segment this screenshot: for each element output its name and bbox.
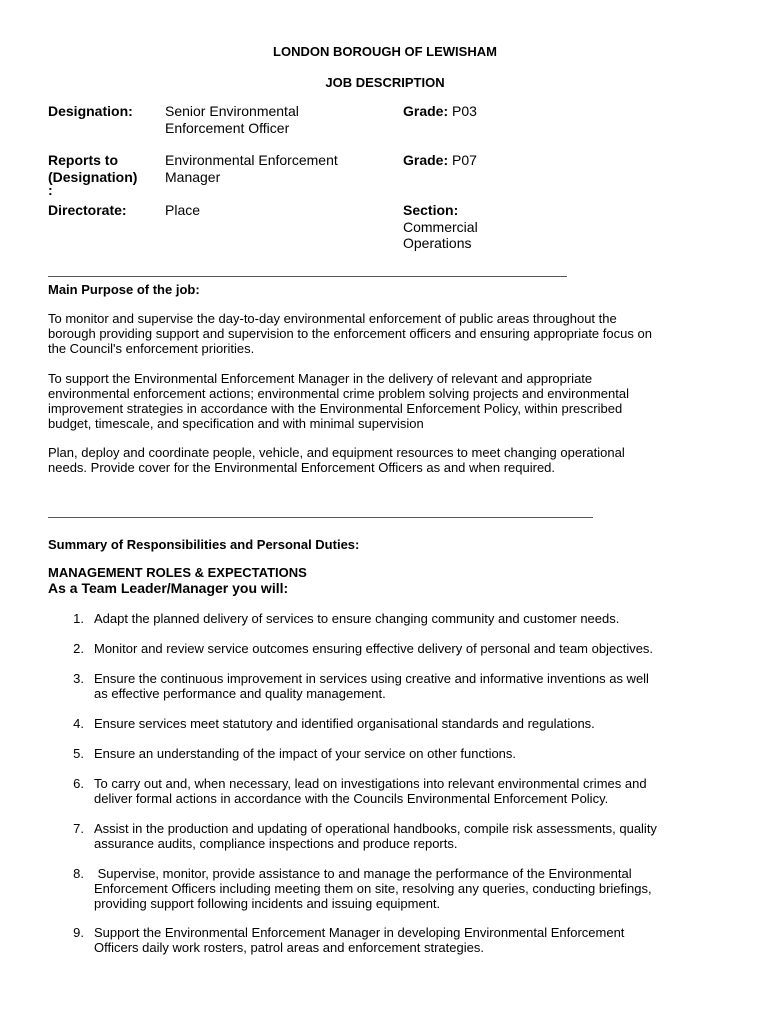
list-item-number: 9. [73, 925, 84, 940]
organisation-title: LONDON BOROUGH OF LEWISHAM [273, 44, 497, 59]
list-item-text: Monitor and review service outcomes ensuring effective delivery of personal and team objectives. [94, 641, 654, 656]
designation-label: Designation: [48, 103, 133, 119]
designation-value: Senior Environmental Enforcement Officer [165, 103, 299, 136]
list-item-number: 8. [73, 866, 84, 881]
list-item-number: 7. [73, 821, 84, 836]
section-field: Section: Commercial Operations [403, 202, 478, 251]
list-item-number: 4. [73, 716, 84, 731]
team-leader-heading: As a Team Leader/Manager you will: [48, 580, 289, 596]
divider-line [48, 276, 567, 277]
summary-heading: Summary of Responsibilities and Personal Duties: [48, 537, 360, 552]
list-item-text: Adapt the planned delivery of services to ensure changing community and customer needs. [94, 611, 620, 626]
purpose-paragraph-3: Plan, deploy and coordinate people, vehicle, and equipment resources to meet changing operational needs. Provide cover for the Environmental Enforcement Officers as and when required. [48, 445, 625, 475]
list-item-number: 2. [73, 641, 84, 656]
list-item-text: Ensure the continuous improvement in services using creative and informative inventions as well as effective performance and quality management. [94, 671, 649, 701]
grade-current: Grade: P03 [403, 103, 477, 119]
purpose-paragraph-2: To support the Environmental Enforcement Manager in the delivery of relevant and appropriate environmental enforcement actions; environmental crime problem solving projects and environmental improvement strategies in accordance with the Environmental Enforcement Policy, within prescribed budget, timescale, and specification and with minimal supervision [48, 371, 629, 431]
document-title: JOB DESCRIPTION [325, 75, 445, 90]
list-item-text: Supervise, monitor, provide assistance to and manage the performance of the Environmental Enforcement Officers including meeting them on site, resolving any queries, conducting briefings, providing support following incidents and issuing equipment. [94, 866, 652, 911]
list-item-text: To carry out and, when necessary, lead on investigations into relevant environmental crimes and deliver formal actions in accordance with the Councils Environmental Enforcement Policy. [94, 776, 647, 806]
list-item-number: 3. [73, 671, 84, 686]
list-item-text: Ensure an understanding of the impact of your service on other functions. [94, 746, 517, 761]
list-item-text: Ensure services meet statutory and identified organisational standards and regulations. [94, 716, 595, 731]
list-item-number: 5. [73, 746, 84, 761]
directorate-value: Place [165, 202, 201, 218]
list-item-number: 6. [73, 776, 84, 791]
divider-line [48, 517, 593, 518]
purpose-paragraph-1: To monitor and supervise the day-to-day environmental enforcement of public areas throughout the borough providing support and supervision to the enforcement officers and ensuring appropriate focus on the Council's enforcement priorities. [48, 311, 652, 356]
management-roles-heading: MANAGEMENT ROLES & EXPECTATIONS [48, 565, 307, 580]
reports-to-value: Environmental Enforcement Manager [165, 152, 338, 185]
list-item-text: Assist in the production and updating of operational handbooks, compile risk assessments, quality assurance audits, compliance inspections and produce reports. [94, 821, 657, 851]
list-item-text: Support the Environmental Enforcement Manager in developing Environmental Enforcement Officers daily work rosters, patrol areas and enforcement strategies. [94, 925, 625, 955]
grade-manager: Grade: P07 [403, 152, 477, 168]
reports-to-label: Reports to (Designation) : [48, 152, 138, 198]
directorate-label: Directorate: [48, 202, 127, 218]
main-purpose-heading: Main Purpose of the job: [48, 282, 200, 297]
list-item-number: 1. [73, 611, 84, 626]
